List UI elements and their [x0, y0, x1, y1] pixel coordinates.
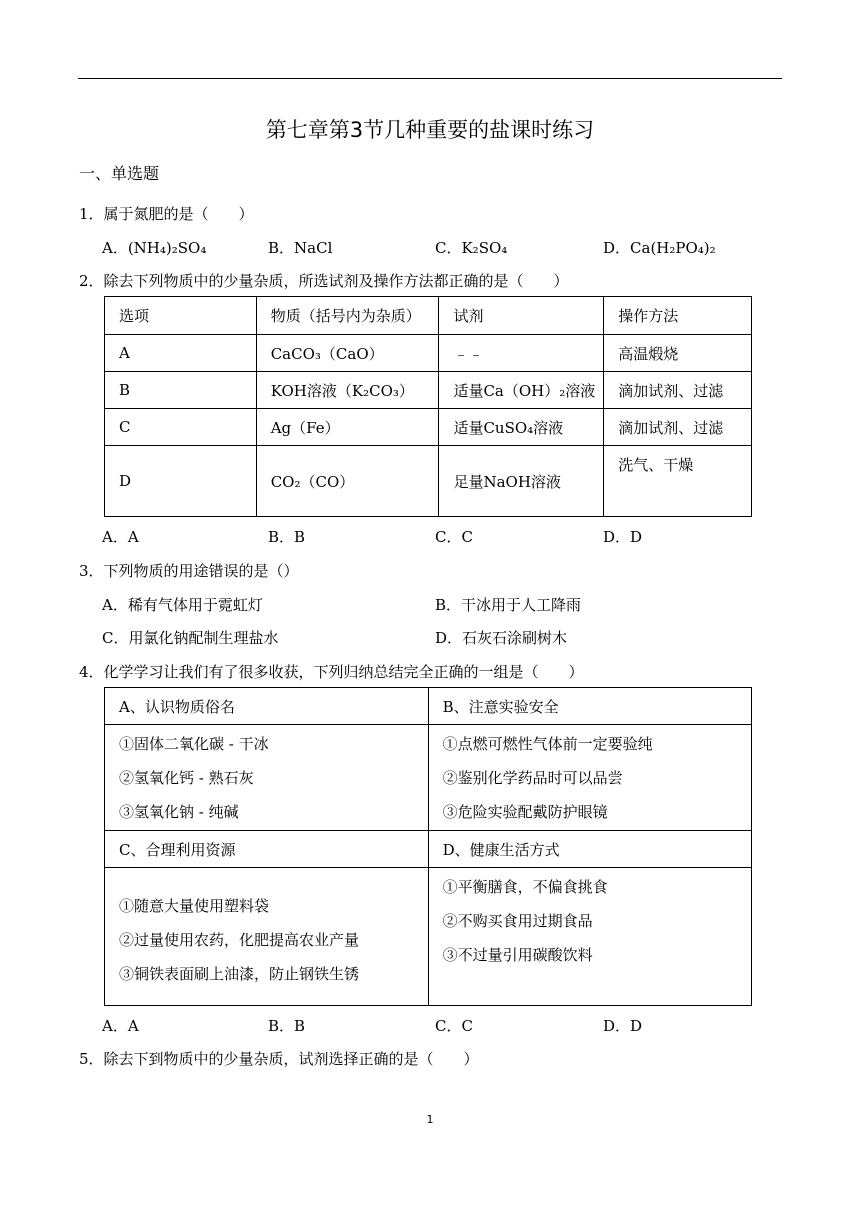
q2-header-cell: 物质（括号内为杂质） — [256, 297, 439, 335]
table-cell: ﹣﹣ — [439, 335, 604, 372]
q4-cell-b-body — [428, 725, 751, 831]
q2-option-c[interactable]: C．C — [435, 528, 473, 546]
table-row — [105, 688, 752, 725]
table-row — [105, 831, 752, 868]
q4-cell-c-header: C、合理利用资源 — [105, 831, 429, 868]
question-2-stem: 2．除去下列物质中的少量杂质，所选试剂及操作方法都正确的是（ ） — [79, 272, 569, 290]
q4-cell-a-body — [105, 725, 429, 831]
q4-option-c[interactable]: C．C — [435, 1017, 473, 1035]
q3-option-a[interactable]: A．稀有气体用于霓虹灯 — [102, 596, 263, 614]
table-cell: D — [105, 446, 257, 517]
table-cell: A — [105, 335, 257, 372]
q3-option-d[interactable]: D．石灰石涂刷树木 — [435, 629, 568, 647]
q4-cell-b-header: B、注意实验安全 — [428, 688, 751, 725]
question-4-stem: 4．化学学习让我们有了很多收获，下列归纳总结完全正确的一组是（ ） — [79, 663, 584, 681]
q4-option-a[interactable]: A．A — [102, 1017, 139, 1035]
list-item: ①点燃可燃性气体前一定要验纯 — [442, 734, 653, 753]
q1-option-d[interactable]: D．Ca(H₂PO₄)₂ — [603, 239, 716, 257]
list-item: ③危险实验配戴防护眼镜 — [442, 802, 608, 821]
q4-option-d[interactable]: D．D — [603, 1017, 643, 1035]
table-row — [105, 868, 752, 1006]
list-item: ①平衡膳食，不偏食挑食 — [442, 878, 608, 896]
table-cell: CaCO₃（CaO） — [256, 335, 439, 372]
table-cell: B — [105, 372, 257, 409]
header-rule — [78, 78, 782, 79]
list-item: ①固体二氧化碳 - 干冰 — [119, 734, 269, 753]
q4-cell-d-header: D、健康生活方式 — [428, 831, 751, 868]
q2-header-cell: 选项 — [105, 297, 257, 335]
table-row — [105, 372, 752, 409]
q2-option-b[interactable]: B．B — [268, 528, 306, 546]
table-cell: Ag（Fe） — [256, 409, 439, 446]
q4-cell-d-body — [428, 868, 751, 1006]
list-item: ②不购买食用过期食品 — [442, 912, 593, 930]
q3-option-c[interactable]: C．用氯化钠配制生理盐水 — [102, 629, 279, 647]
q2-table — [104, 296, 752, 517]
table-row — [105, 725, 752, 831]
list-item: ②氢氧化钙 - 熟石灰 — [119, 768, 254, 787]
table-row — [105, 446, 752, 517]
list-item: ②过量使用农药，化肥提高农业产量 — [119, 930, 360, 949]
table-cell: 足量NaOH溶液 — [439, 446, 604, 517]
table-cell: 滴加试剂、过滤 — [604, 372, 752, 409]
q4-option-b[interactable]: B．B — [268, 1017, 306, 1035]
question-5-stem: 5．除去下到物质中的少量杂质，试剂选择正确的是（ ） — [79, 1050, 479, 1068]
q2-header-cell: 操作方法 — [604, 297, 752, 335]
page-number: 1 — [426, 1113, 434, 1126]
list-item: ②鉴别化学药品时可以品尝 — [442, 768, 623, 787]
q4-cell-a-header: A、认识物质俗名 — [105, 688, 429, 725]
table-cell: 适量CuSO₄溶液 — [439, 409, 604, 446]
question-1-stem: 1．属于氮肥的是（ ） — [79, 205, 254, 223]
q2-header-row — [105, 297, 752, 335]
table-cell: 高温煅烧 — [604, 335, 752, 372]
q4-cell-c-body — [105, 868, 429, 1006]
q1-option-a[interactable]: A．(NH₄)₂SO₄ — [102, 239, 207, 257]
page-title: 第七章第3节几种重要的盐课时练习 — [265, 118, 595, 142]
list-item: ③铜铁表面刷上油漆，防止钢铁生锈 — [119, 964, 360, 983]
list-item: ③氢氧化钠 - 纯碱 — [119, 802, 239, 821]
q2-option-a[interactable]: A．A — [102, 528, 139, 546]
q1-option-c[interactable]: C．K₂SO₄ — [435, 239, 508, 257]
q3-option-b[interactable]: B．干冰用于人工降雨 — [435, 596, 582, 614]
table-cell: KOH溶液（K₂CO₃） — [256, 372, 439, 409]
q2-option-d[interactable]: D．D — [603, 528, 643, 546]
table-cell: 适量Ca（OH）₂溶液 — [439, 372, 604, 409]
table-row — [105, 409, 752, 446]
section-heading: 一、单选题 — [79, 164, 160, 183]
q2-header-cell: 试剂 — [439, 297, 604, 335]
table-row — [105, 335, 752, 372]
q1-option-b[interactable]: B．NaCl — [268, 239, 333, 257]
table-cell: CO₂（CO） — [256, 446, 439, 517]
table-cell: 洗气、干燥 — [604, 446, 752, 517]
question-3-stem: 3．下列物质的用途错误的是（） — [79, 562, 299, 580]
q4-table — [104, 687, 752, 1006]
table-cell: C — [105, 409, 257, 446]
list-item: ③不过量引用碳酸饮料 — [442, 946, 593, 964]
list-item: ①随意大量使用塑料袋 — [119, 896, 270, 915]
table-cell: 滴加试剂、过滤 — [604, 409, 752, 446]
